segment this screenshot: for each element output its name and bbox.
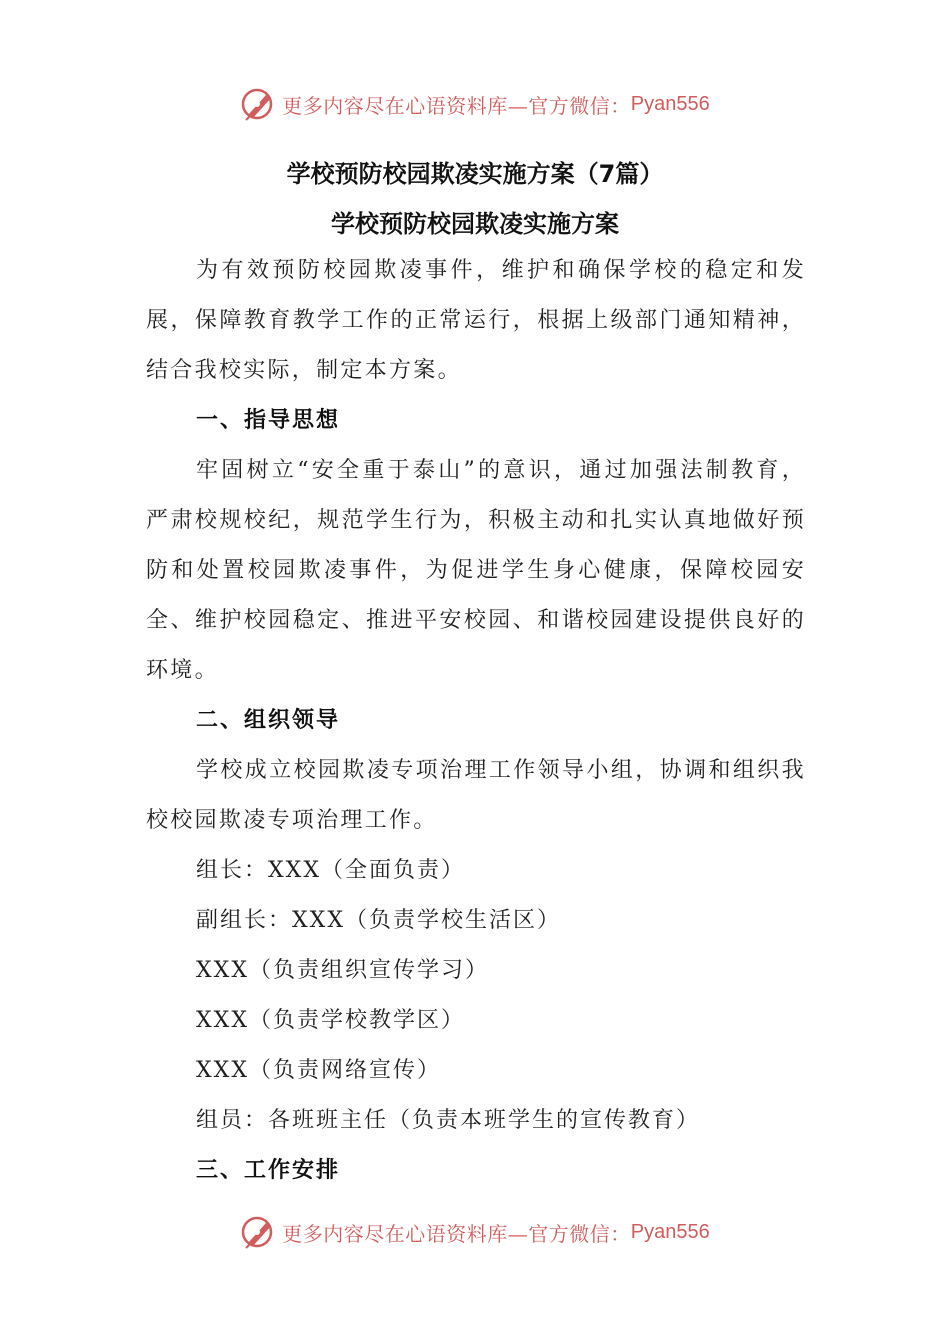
watermark-id: Pyan556 — [630, 1220, 710, 1243]
pen-logo-icon — [240, 85, 278, 123]
section-heading-3: 三、工作安排 — [196, 1158, 341, 1183]
watermark-id: Pyan556 — [630, 92, 710, 115]
member-teaching: XXX（负责学校教学区） — [196, 1008, 465, 1033]
document-title: 学校预防校园欺凌实施方案（7篇） — [286, 160, 664, 188]
watermark-banner-top — [0, 84, 950, 124]
document-subtitle: 学校预防校园欺凌实施方案 — [331, 210, 619, 238]
watermark-banner-bottom — [0, 1212, 950, 1252]
intro-paragraph: 为有效预防校园欺凌事件，维护和确保学校的稳定和发展，保障教育教学工作的正常运行，根据上级部门通知精神，结合我校实际，制定本方案。 — [146, 258, 806, 383]
pen-logo-icon — [240, 1213, 278, 1251]
member-deputy: 副组长：XXX（负责学校生活区） — [196, 908, 561, 933]
member-publicity: XXX（负责组织宣传学习） — [196, 958, 489, 983]
section-1-paragraph: 牢固树立“安全重于泰山”的意识，通过加强法制教育，严肃校规校纪，规范学生行为，积极主动和扎实认真地做好预防和处置校园欺凌事件，为促进学生身心健康，保障校园安全、维护校园稳定、推进平安校园、和谐校园建设提供良好的环境。 — [146, 458, 806, 683]
section-heading-2: 二、组织领导 — [196, 708, 341, 733]
document-body — [146, 246, 806, 1196]
watermark-text: 更多内容尽在心语资料库—官方微信： — [282, 1221, 631, 1246]
member-staff: 组员：各班班主任（负责本班学生的宣传教育） — [196, 1108, 701, 1133]
section-heading-1: 一、指导思想 — [196, 408, 341, 433]
member-network: XXX（负责网络宣传） — [196, 1058, 441, 1083]
member-leader: 组长：XXX（全面负责） — [196, 858, 465, 883]
watermark-text: 更多内容尽在心语资料库—官方微信： — [282, 93, 631, 118]
section-2-paragraph: 学校成立校园欺凌专项治理工作领导小组，协调和组织我校校园欺凌专项治理工作。 — [146, 758, 806, 833]
